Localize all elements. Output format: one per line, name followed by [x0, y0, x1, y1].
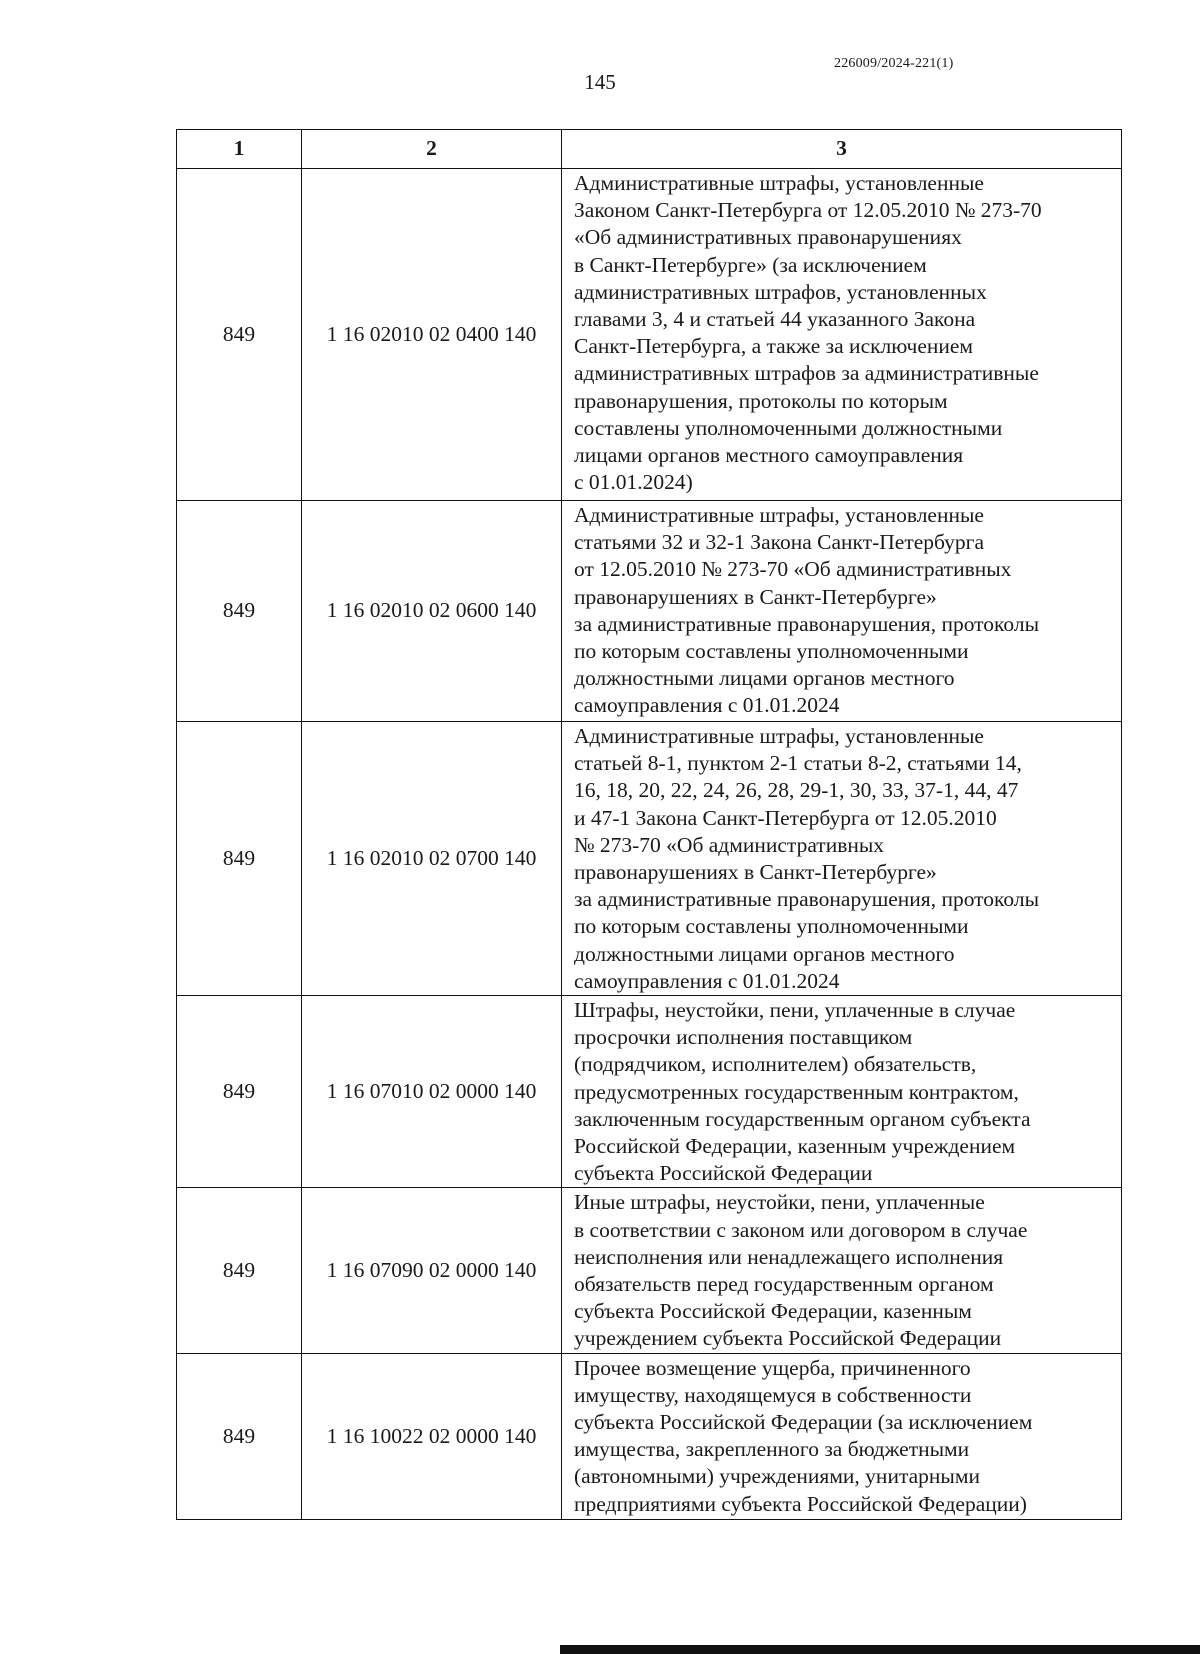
budget-classification-code-cell: 1 16 02010 02 0400 140 [302, 169, 562, 501]
table-row [177, 996, 1122, 1188]
scan-edge-bar [560, 1645, 1200, 1654]
column-header-1: 1 [177, 130, 302, 169]
revenue-description-cell: Иные штрафы, неустойки, пени, уплаченные в соответствии с законом или договором в случае неисполнения или ненадлежащего исполнения обязательств перед государственным органом субъекта Российской Федерации, казенным учреждением субъекта Российской Федерации [562, 1188, 1122, 1353]
column-header-2: 2 [302, 130, 562, 169]
administrator-code-cell: 849 [177, 169, 302, 501]
administrator-code-cell: 849 [177, 501, 302, 722]
table-row [177, 722, 1122, 996]
administrator-code-cell: 849 [177, 996, 302, 1188]
table-row [177, 501, 1122, 722]
budget-classification-code-cell: 1 16 02010 02 0600 140 [302, 501, 562, 722]
table-row [177, 1353, 1122, 1519]
revenue-description-cell: Штрафы, неустойки, пени, уплаченные в случае просрочки исполнения поставщиком (подрядчиком, исполнителем) обязательств, предусмотренных государственным контрактом, заключенным государственным органом субъекта Российской Федерации, казенным учреждением субъекта Российской Федерации [562, 996, 1122, 1188]
table-row [177, 1188, 1122, 1353]
budget-code-table [176, 129, 1122, 1520]
budget-classification-code-cell: 1 16 02010 02 0700 140 [302, 722, 562, 996]
administrator-code-cell: 849 [177, 1188, 302, 1353]
page-number: 145 [584, 70, 616, 94]
budget-classification-code-cell: 1 16 07010 02 0000 140 [302, 996, 562, 1188]
administrator-code-cell: 849 [177, 1353, 302, 1519]
table-row [177, 169, 1122, 501]
table-header-row [177, 130, 1122, 169]
revenue-description-cell: Прочее возмещение ущерба, причиненного имуществу, находящемуся в собственности субъекта Российской Федерации (за исключением имущества, закрепленного за бюджетными (автономными) учреждениями, унитарными предприятиями субъекта Российской Федерации) [562, 1353, 1122, 1519]
revenue-description-cell: Административные штрафы, установленные Законом Санкт-Петербурга от 12.05.2010 № 273-70 «Об административных правонарушениях в Санкт-Петербурге» (за исключением административных штрафов, установленных главами 3, 4 и статьей 44 указанного Закона Санкт-Петербурга, а также за исключением административных штрафов за административные правонарушения, протоколы по которым составлены уполномоченными должностными лицами органов местного самоуправления с 01.01.2024) [562, 169, 1122, 501]
revenue-description-cell: Административные штрафы, установленные статьей 8-1, пунктом 2-1 статьи 8-2, статьями 14, 16, 18, 20, 22, 24, 26, 28, 29-1, 30, 33, 37-1, 44, 47 и 47-1 Закона Санкт-Петербурга от 12.05.2010 № 273-70 «Об административных правонарушениях в Санкт-Петербурге» за административные правонарушения, протоколы по которым составлены уполномоченными должностными лицами органов местного самоуправления с 01.01.2024 [562, 722, 1122, 996]
document-id: 226009/2024-221(1) [834, 56, 954, 71]
budget-classification-code-cell: 1 16 07090 02 0000 140 [302, 1188, 562, 1353]
budget-classification-code-cell: 1 16 10022 02 0000 140 [302, 1353, 562, 1519]
column-header-3: 3 [562, 130, 1122, 169]
revenue-description-cell: Административные штрафы, установленные статьями 32 и 32-1 Закона Санкт-Петербурга от 12.05.2010 № 273-70 «Об административных правонарушениях в Санкт-Петербурге» за административные правонарушения, протоколы по которым составлены уполномоченными должностными лицами органов местного самоуправления с 01.01.2024 [562, 501, 1122, 722]
administrator-code-cell: 849 [177, 722, 302, 996]
